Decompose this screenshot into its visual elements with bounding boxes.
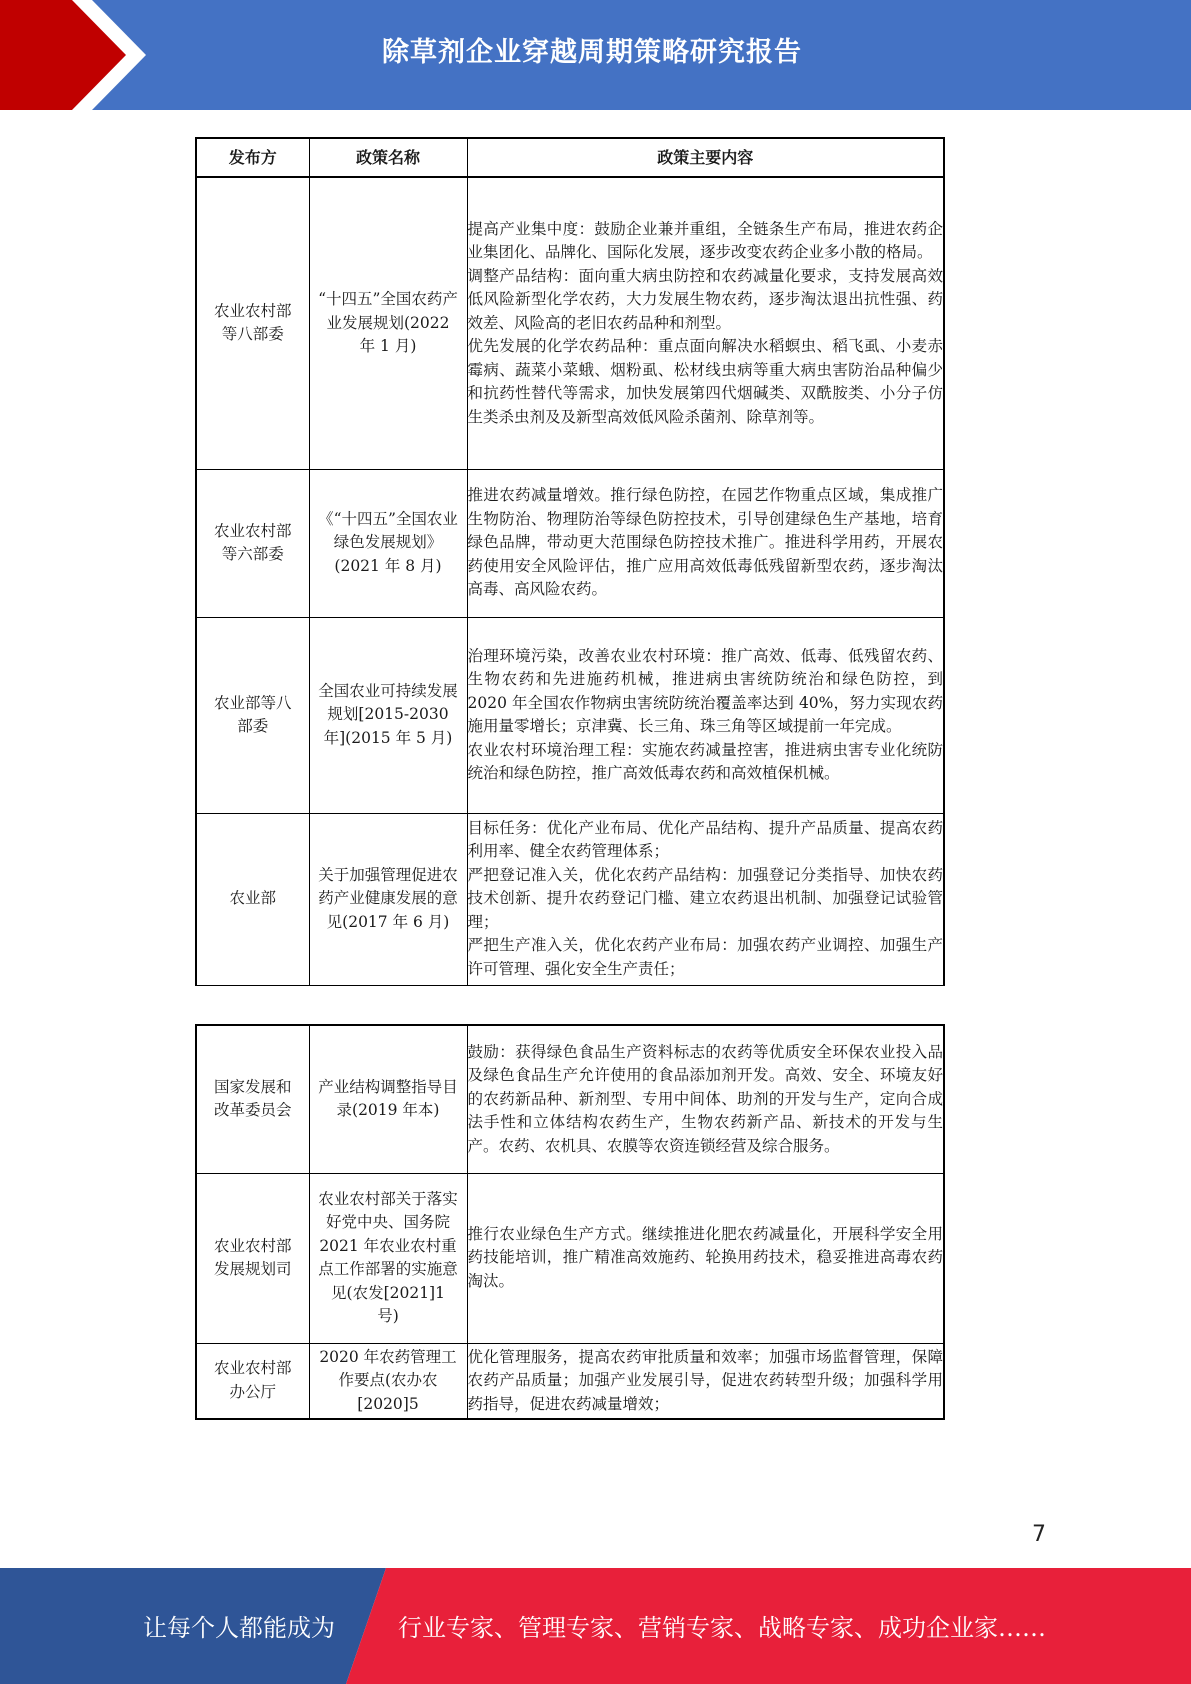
content-paragraph: 推行农业绿色生产方式。继续推进化肥农药减量化，开展科学安全用药技能培训，推广精准高效施药、轮换用药技术，稳妥推进高毒农药淘汰。 — [467, 1224, 943, 1290]
table-row — [196, 1173, 944, 1343]
column-header-issuer: 发布方 — [196, 138, 309, 177]
table-header-row — [196, 138, 944, 177]
content-cell — [467, 177, 944, 469]
content-paragraph: 农业农村环境治理工程：实施农药减量控害，推进病虫害专业化统防统治和绿色防控，推广高效低毒农药和高效植保机械。 — [467, 740, 943, 782]
content-paragraph: 优化管理服务，提高农药审批质量和效率；加强市场监督管理，保障农药产品质量；加强产业发展引导，促进农药转型升级；加强科学用药指导，促进农药减量增效； — [467, 1347, 943, 1413]
content-paragraph: 调整产品结构：面向重大病虫防控和农药减量化要求，支持发展高效低风险新型化学农药，大力发展生物农药，逐步淘汰退出抗性强、药效差、风险高的老旧农药品种和剂型。 — [467, 266, 943, 332]
table-row — [196, 813, 944, 985]
table-row — [196, 1025, 944, 1173]
content-cell — [467, 617, 944, 813]
content-paragraph: 严把登记准入关，优化农药产品结构：加强登记分类指导、加快农药技术创新、提升农药登记门槛、建立农药退出机制、加强登记试验管理； — [467, 865, 943, 931]
footer-slogan-left: 让每个人都能成为 — [143, 1614, 335, 1642]
content-paragraph: 推进农药减量增效。推行绿色防控，在园艺作物重点区域，集成推广生物防治、物理防治等绿色防控技术，引导创建绿色生产基地，培育绿色品牌，带动更大范围绿色防控技术推广。推进科学用药，开展农药使用安全风险评估，推广应用高效低毒低残留新型农药，逐步淘汰高毒、高风险农药。 — [467, 486, 943, 599]
content-paragraph: 目标任务：优化产业布局、优化产品结构、提升产品质量、提高农药利用率、健全农药管理体系； — [467, 818, 943, 861]
policy-cell: 关于加强管理促进农药产业健康发展的意见(2017 年 6 月) — [309, 813, 467, 985]
policy-cell: 农业农村部关于落实好党中央、国务院 2021 年农业农村重点工作部署的实施意见(农发[2021]1 号) — [309, 1173, 467, 1343]
content-cell — [467, 1173, 944, 1343]
policy-table-part-2 — [195, 1024, 945, 1420]
content-cell — [467, 1343, 944, 1419]
footer-banner — [0, 1568, 1191, 1684]
column-header-content: 政策主要内容 — [467, 138, 944, 177]
report-title: 除草剂企业穿越周期策略研究报告 — [382, 37, 802, 68]
policy-cell: “十四五”全国农药产业发展规划(2022 年 1 月) — [309, 177, 467, 469]
content-cell — [467, 813, 944, 985]
content-cell — [467, 1025, 944, 1173]
issuer-cell: 农业农村部等八部委 — [196, 177, 309, 469]
issuer-cell: 农业农村部等六部委 — [196, 469, 309, 617]
issuer-cell: 农业农村部发展规划司 — [196, 1173, 309, 1343]
content-paragraph: 优先发展的化学农药品种：重点面向解决水稻螟虫、稻飞虱、小麦赤霉病、蔬菜小菜蛾、烟粉虱、松材线虫病等重大病虫害防治品种偏少和抗药性替代等需求，加快发展第四代烟碱类、双酰胺类、小分子仿生类杀虫剂及及新型高效低风险杀菌剂、除草剂等。 — [467, 337, 943, 426]
policy-cell: 《“十四五”全国农业绿色发展规划》(2021 年 8 月) — [309, 469, 467, 617]
issuer-cell: 农业部 — [196, 813, 309, 985]
policy-cell: 全国农业可持续发展规划[2015-2030 年](2015 年 5 月) — [309, 617, 467, 813]
issuer-cell: 农业农村部办公厅 — [196, 1343, 309, 1419]
column-header-policy: 政策名称 — [309, 138, 467, 177]
table-row — [196, 469, 944, 617]
policy-table-part-1 — [195, 137, 945, 986]
content-paragraph: 提高产业集中度：鼓励企业兼并重组，全链条生产布局，推进农药企业集团化、品牌化、国际化发展，逐步改变农药企业多小散的格局。 — [467, 219, 943, 261]
chevron-decoration — [0, 0, 160, 110]
policy-cell: 2020 年农药管理工作要点(农办农[2020]5 — [309, 1343, 467, 1419]
content-paragraph: 鼓励：获得绿色食品生产资料标志的农药等优质安全环保农业投入品及绿色食品生产允许使用的食品添加剂开发。高效、安全、环境友好的农药新品种、新剂型、专用中间体、助剂的开发与生产，定向合成法手性和立体结构农药生产，生物农药新产品、新技术的开发与生产。农药、农机具、农膜等农资连锁经营及综合服务。 — [467, 1042, 943, 1155]
table-row — [196, 177, 944, 469]
issuer-cell: 国家发展和改革委员会 — [196, 1025, 309, 1173]
header-banner — [0, 0, 1191, 110]
footer-slogan-right: 行业专家、管理专家、营销专家、战略专家、成功企业家…… — [398, 1614, 1046, 1642]
policy-cell: 产业结构调整指导目录(2019 年本) — [309, 1025, 467, 1173]
content-cell — [467, 469, 944, 617]
page-number: 7 — [1032, 1522, 1046, 1547]
content-paragraph: 严把生产准入关，优化农药产业布局：加强农药产业调控、加强生产许可管理、强化安全生产责任； — [467, 936, 943, 978]
issuer-cell: 农业部等八部委 — [196, 617, 309, 813]
table-row — [196, 617, 944, 813]
content-paragraph: 治理环境污染，改善农业农村环境：推广高效、低毒、低残留农药、生物农药和先进施药机械，推进病虫害统防统治和绿色防控，到 2020 年全国农作物病虫害统防统治覆盖率达到 40%，努力实现农药施用量零增长；京津冀、长三角、珠三角等区域提前一年完成。 — [467, 646, 943, 735]
table-row — [196, 1343, 944, 1419]
